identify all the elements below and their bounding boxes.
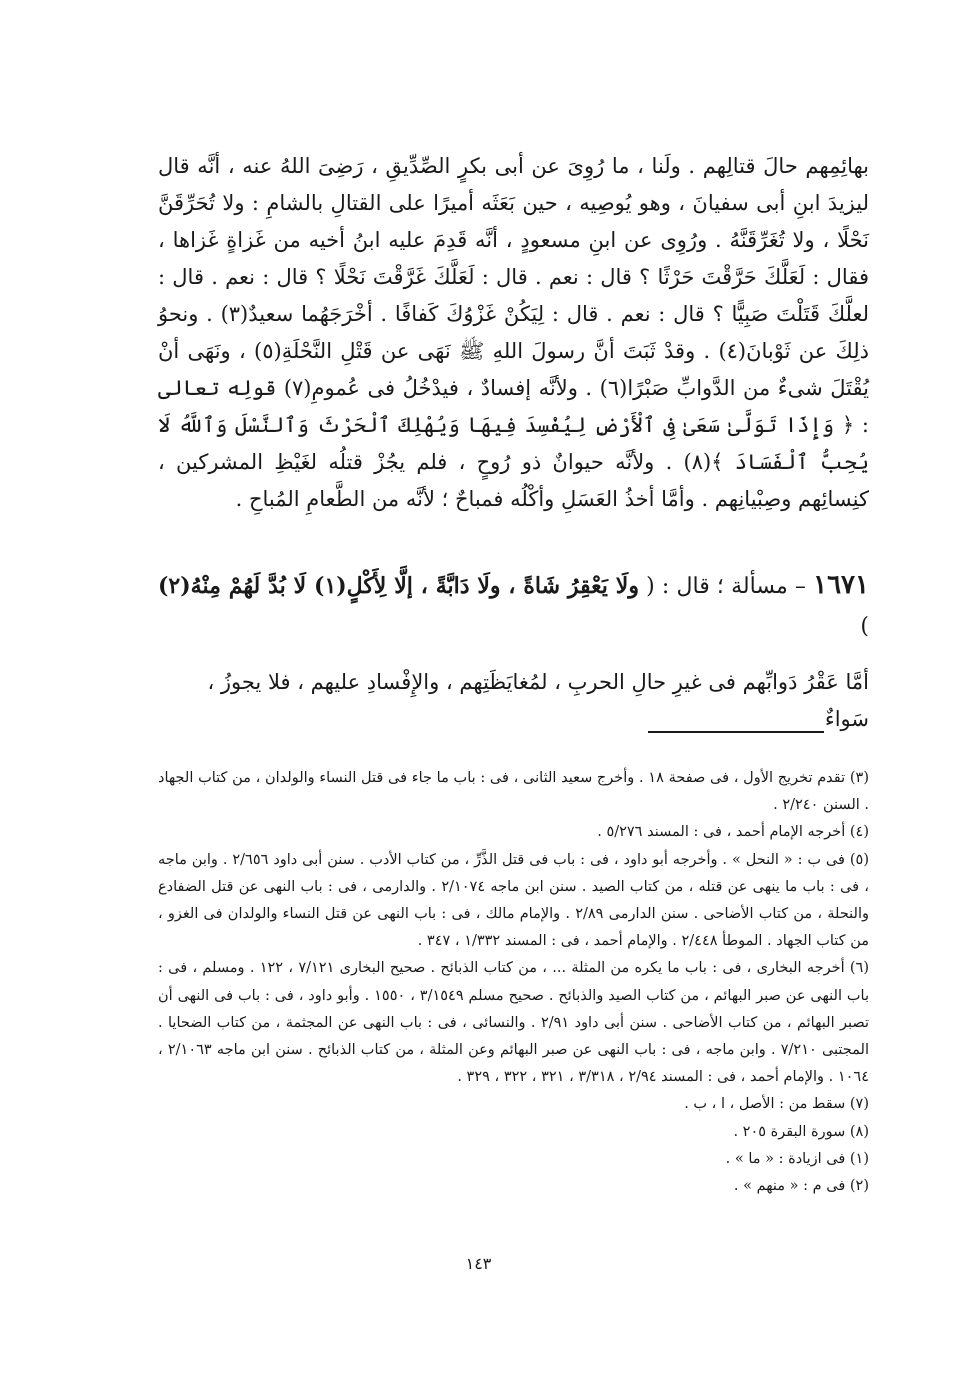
issue-number: ١٦٧١ [813,570,869,600]
heading-close: ) [860,614,869,639]
footnote-6: (٦) أخرجه البخارى ، فى : باب ما يكره من المثلة ... ، من كتاب الذبائح . صحيح البخارى ٧/١٢١ ، ١٢٢ . ومسلم ، فى : باب النهى عن صبر البهائم ، من كتاب الصيد والذبائح . صحيح مسلم ٣/١٥٤٩ ، ١٥٥٠ . وأبو داود ، فى : باب فى النهى أن تصبر البهائم ، من كتاب الأضاحى . سنن أبى داود ٢/٩١ . والنسائى ، فى : باب النهى عن المجثمة ، من كتاب الضحايا . المجتبى ٧/٢١٠ . وابن ماجه ، فى : باب النهى عن صبر البهائم وعن المثلة ، من كتاب الذبائح . سنن ابن ماجه ٢/١٠٦٣ ، ١٠٦٤ . والإمام أحمد ، فى : المسند ٢/٩٤ ، ٣/٣١٨ ، ٣٢١ ، ٣٢٢ ، ٣٢٩ . [158,960,869,1086]
footnotes [158,765,869,1200]
heading-intro: مسألة ؛ قال : ( [638,574,788,599]
body-paragraph: بهائِمِهم حالَ قتالِهم . ولَنا ، ما رُوِىَ عن أبى بكرٍ الصِّدِّيقِ ، رَضِىَ اللهُ عنه ، أنَّه قال ليزيدَ ابنِ أبى سفيانَ ، وهو يُوصِيه ، حين بَعَثَه أميرًا على القتالِ بالشامِ : ولا تُحَرِّقَنَّ نَحْلًا ، ولا تُغَرِّقَنَّهُ . ورُوِى عن ابنِ مسعودٍ ، أنَّه قَدِمَ عليه ابنُ أخيه من غَزاةٍ غَزاها ، فقال : لَعَلَّكَ حَرَّقْتَ حَرْثًا ؟ قال : نعم . قال : لَعَلَّكَ غَرَّقْتَ نَحْلًا ؟ قال : نعم . قال : لعلَّكَ قَتَلْتَ صَبِيًّا ؟ قال : نعم . قال : لِيَكُنْ غَزْوُكَ كَفافًا . أخْرَجَهُما سعيدٌ(٣) . ونحوُ ذلِكَ عن ثَوْبانَ(٤) . وقدْ ثَبَتَ أنَّ رسولَ اللهِ ﷺ نَهَى عن قَتْلِ النَّحْلَةِ(٥) ، ونَهَى أنْ يُقْتَلَ شىءٌ من الدَّوابِّ صَبْرًا(٦) . ولأنَّه إفسادٌ ، فيدْخُلُ فى عُمومِ(٧) قولِه تعالى : ﴿ وَإِذَا تَوَلَّىٰ سَعَىٰ فِى ٱلْأَرْضِ لِيُفْسِدَ فِيهَا وَيُهْلِكَ ٱلْحَرْثَ وَٱلنَّسْلَ وَٱللَّهُ لَا يُحِبُّ ٱلْفَسَادَ ﴾(٨) . ولأنَّه حيوانٌ ذو رُوحٍ ، فلم يجُزْ قتلُه لغَيْظِ المشركين ، كنِسائِهم وصِبْيانِهم . وأمَّا أخذُ العَسَلِ وأكْلُه فمباحٌ ؛ لأنَّه من الطَّعامِ المُباحِ . [158,154,870,511]
footnote-divider [648,731,824,733]
main-text [158,148,869,518]
heading-dash: – [787,574,814,599]
footnote-3: (٣) تقدم تخريج الأول ، فى صفحة ١٨ . وأخرج سعيد الثانى ، فى : باب ما جاء فى قتل النساء والولدان ، من كتاب الجهاد . السنن ٢/٢٤٠ . [158,770,869,814]
footnote-8: (٨) سورة البقرة ٢٠٥ . [733,1123,869,1140]
footnote-5: (٥) فى ب : « النحل » . وأخرجه أبو داود ، فى : باب فى قتل الذَّرِّ ، من كتاب الأدب . سنن أبى داود ٢/٦٥٦ . وابن ماجه ، فى : باب ما ينهى عن قتله ، من كتاب الصيد . سنن ابن ماجه ٢/١٠٧٤ . والدارمى ، فى : باب النهى عن قتل الضفادع والنحلة ، من كتاب الأضاحى . سنن الدارمى ٢/٨٩ . والإمام مالك ، فى : باب النهى عن قتل النساء والولدان فى الغزو ، من كتاب الجهاد . الموطأ ٢/٤٤٨ . والإمام أحمد ، فى : المسند ١/٣٣٢ ، ٣٤٧ . [158,851,869,950]
page-number: ١٤٣ [465,1254,492,1273]
footnote-1: (١) فى ازيادة : « ما » . [725,1150,869,1167]
footnote-4: (٤) أخرجه الإمام أحمد ، فى : المسند ٥/٢٧٦ . [597,824,869,841]
footnote-7: (٧) سقط من : الأصل ، ا ، ب . [684,1096,869,1113]
continuation-paragraph: أمَّا عَقْرُ دَوابِّهم فى غيرِ حالِ الحربِ ، لمُغايَظَتِهم ، والإِفْسادِ عليهم ، فلا يجوزُ ، سَواءٌ [207,670,869,731]
issue-heading [158,565,869,647]
footnote-2: (٢) فى م : « منهم » . [733,1178,869,1195]
heading-quote: ولَا يَعْقِرُ شَاةً ، ولَا دَابَّةً ، إلَّا لِأَكْلٍ(١) لَا بُدَّ لَهُمْ مِنْهُ(٢) [158,573,639,599]
